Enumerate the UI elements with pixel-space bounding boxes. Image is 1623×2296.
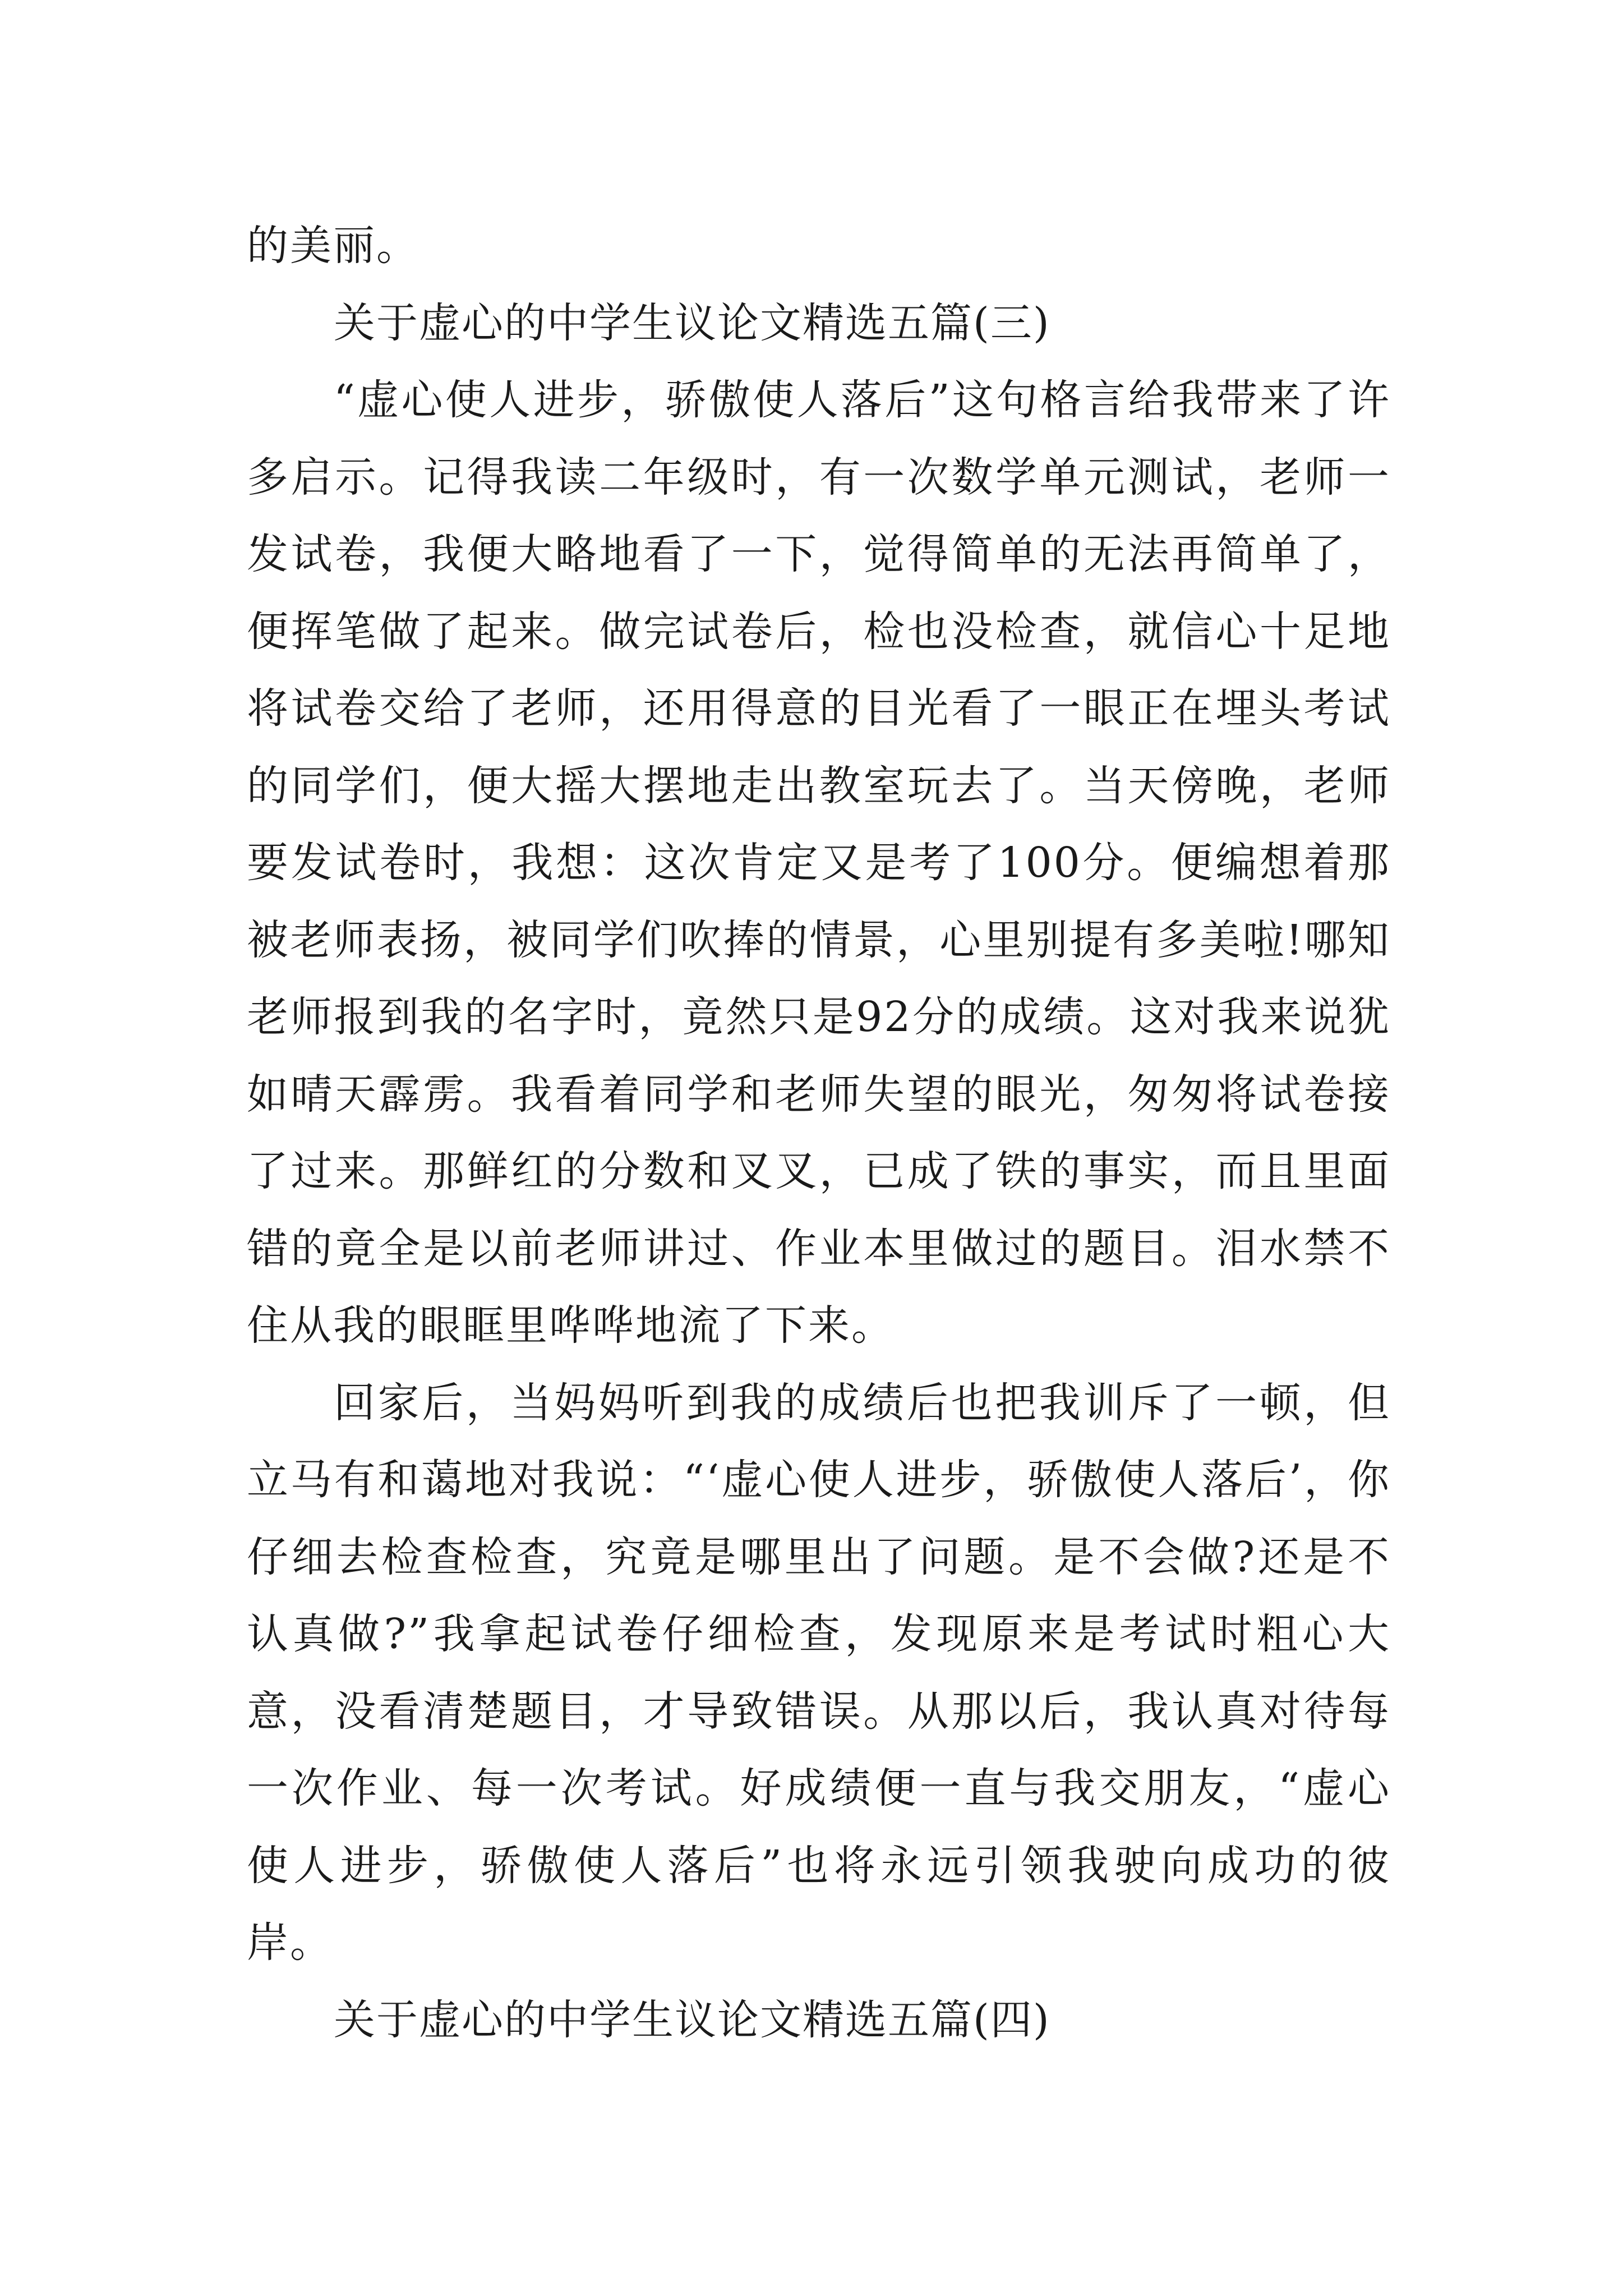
section-heading-four: 关于虚心的中学生议论文精选五篇(四) [334,1995,1050,2044]
paragraph-lesson: 回家后，当妈妈听到我的成绩后也把我训斥了一顿，但立马有和蔼地对我说：“‘虚心使人进步，骄傲使人落后’，你仔细去检查检查，究竟是哪里出了问题。是不会做?还是不认真做?”我拿起试卷仔细检查，发现原来是考试时粗心大意，没看清楚题目，才导致错误。从那以后，我认真对待每一次作业、每一次考试。好成绩便一直与我交朋友，“虚心使人进步，骄傲使人落后”也将永远引领我驶向成功的彼岸。 [247,1378,1391,1967]
paragraph-continuation: 的美丽。 [247,222,419,270]
paragraph-story: “虚心使人进步，骄傲使人落后”这句格言给我带来了许多启示。记得我读二年级时，有一次数学单元测试，老师一发试卷，我便大略地看了一下，觉得简单的无法再简单了，便挥笔做了起来。做完试卷后，检也没检查，就信心十足地将试卷交给了老师，还用得意的目光看了一眼正在埋头考试的同学们，便大摇大摆地走出教室玩去了。当天傍晚，老师要发试卷时，我想：这次肯定又是考了100分。便编想着那被老师表扬，被同学们吹捧的情景，心里别提有多美啦!哪知老师报到我的名字时，竟然只是92分的成绩。这对我来说犹如晴天霹雳。我看着同学和老师失望的眼光，匆匆将试卷接了过来。那鲜红的分数和叉叉，已成了铁的事实，而且里面错的竟全是以前老师讲过、作业本里做过的题目。泪水禁不住从我的眼眶里哗哗地流了下来。 [247,376,1391,1350]
section-heading-three: 关于虚心的中学生议论文精选五篇(三) [334,298,1050,347]
document-body [247,208,1391,2059]
